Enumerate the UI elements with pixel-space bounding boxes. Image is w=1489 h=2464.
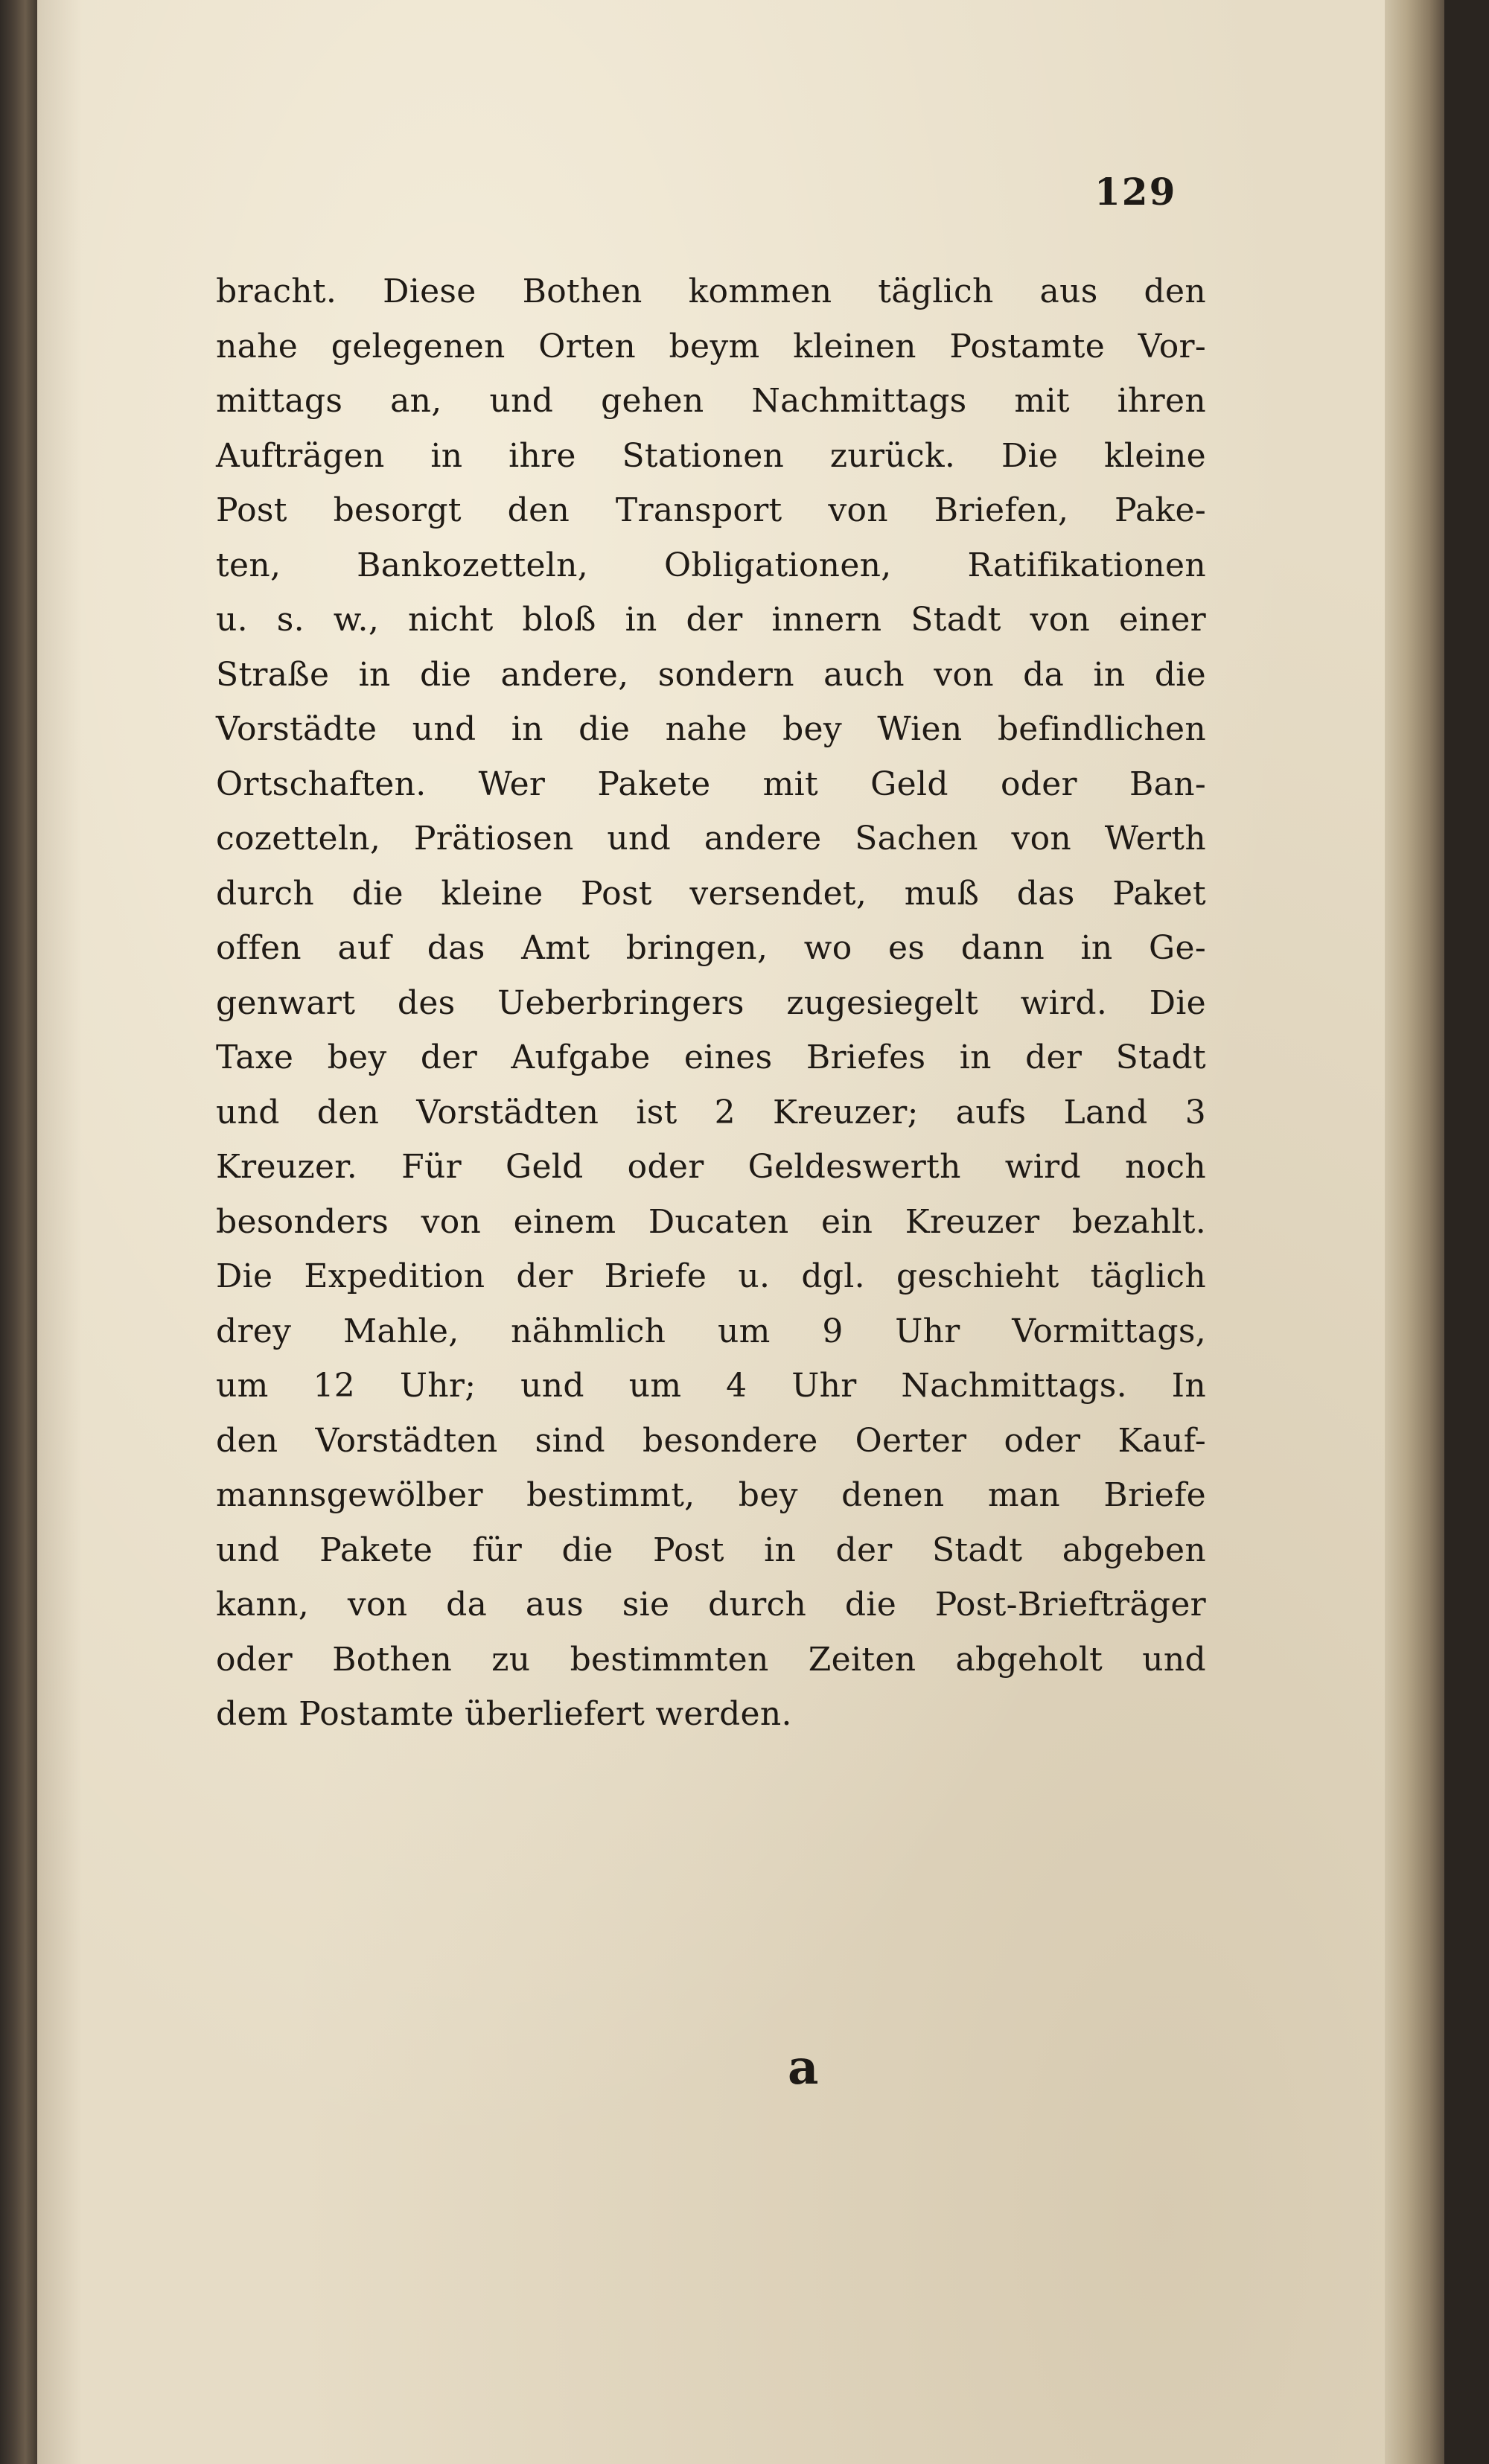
text-line: cozetteln, Prätiosen und andere Sachen von Werth	[216, 820, 1206, 858]
text-line: Straße in die andere, sondern auch von da in die	[216, 655, 1206, 694]
text-line-last: dem Postamte überliefert werden.	[216, 1695, 792, 1733]
text-line: Kreuzer. Für Geld oder Geldeswerth wird noch	[216, 1148, 1206, 1186]
text-line: mannsgewölber bestimmt, bey denen man Briefe	[216, 1476, 1206, 1514]
text-line: u. s. w., nicht bloß in der innern Stadt von einer	[216, 601, 1206, 639]
text-line: durch die kleine Post versendet, muß das Paket	[216, 874, 1206, 913]
text-line: Ortschaften. Wer Pakete mit Geld oder Ban-	[216, 765, 1206, 803]
text-line: Aufträgen in ihre Stationen zurück. Die kleine	[216, 436, 1206, 475]
text-line: genwart des Ueberbringers zugesiegelt wird. Die	[216, 983, 1206, 1022]
text-line: kann, von da aus sie durch die Post-Briefträger	[216, 1586, 1206, 1624]
page-number: 129	[1094, 170, 1177, 214]
text-line: Post besorgt den Transport von Briefen, Pake-	[216, 491, 1206, 529]
text-line: mittags an, und gehen Nachmittags mit ihren	[216, 382, 1206, 420]
text-line: und den Vorstädten ist 2 Kreuzer; aufs Land 3	[216, 1093, 1206, 1132]
text-line: um 12 Uhr; und um 4 Uhr Nachmittags. In	[216, 1367, 1206, 1405]
text-line: ten, Bankozetteln, Obligationen, Ratifikationen	[216, 546, 1206, 584]
text-line: Taxe bey der Aufgabe eines Briefes in der Stadt	[216, 1038, 1206, 1076]
text-line: und Pakete für die Post in der Stadt abgeben	[216, 1531, 1206, 1569]
text-line: offen auf das Amt bringen, wo es dann in Ge-	[216, 929, 1206, 967]
page-edge	[1385, 0, 1444, 2464]
body-text	[216, 264, 1206, 1742]
text-line: Die Expedition der Briefe u. dgl. geschieht täglich	[216, 1257, 1206, 1295]
text-line: nahe gelegenen Orten beym kleinen Postamte Vor-	[216, 327, 1206, 366]
text-line: drey Mahle, nähmlich um 9 Uhr Vormittags,	[216, 1312, 1206, 1350]
book-page	[37, 0, 1444, 2464]
text-line: Vorstädte und in die nahe bey Wien befindlichen	[216, 710, 1206, 748]
text-line: oder Bothen zu bestimmten Zeiten abgeholt und	[216, 1640, 1206, 1679]
signature-mark: a	[788, 2040, 819, 2096]
text-line: bracht. Diese Bothen kommen täglich aus den	[216, 272, 1206, 310]
text-line: den Vorstädten sind besondere Oerter oder Kauf-	[216, 1421, 1206, 1460]
text-line: besonders von einem Ducaten ein Kreuzer bezahlt.	[216, 1202, 1206, 1241]
